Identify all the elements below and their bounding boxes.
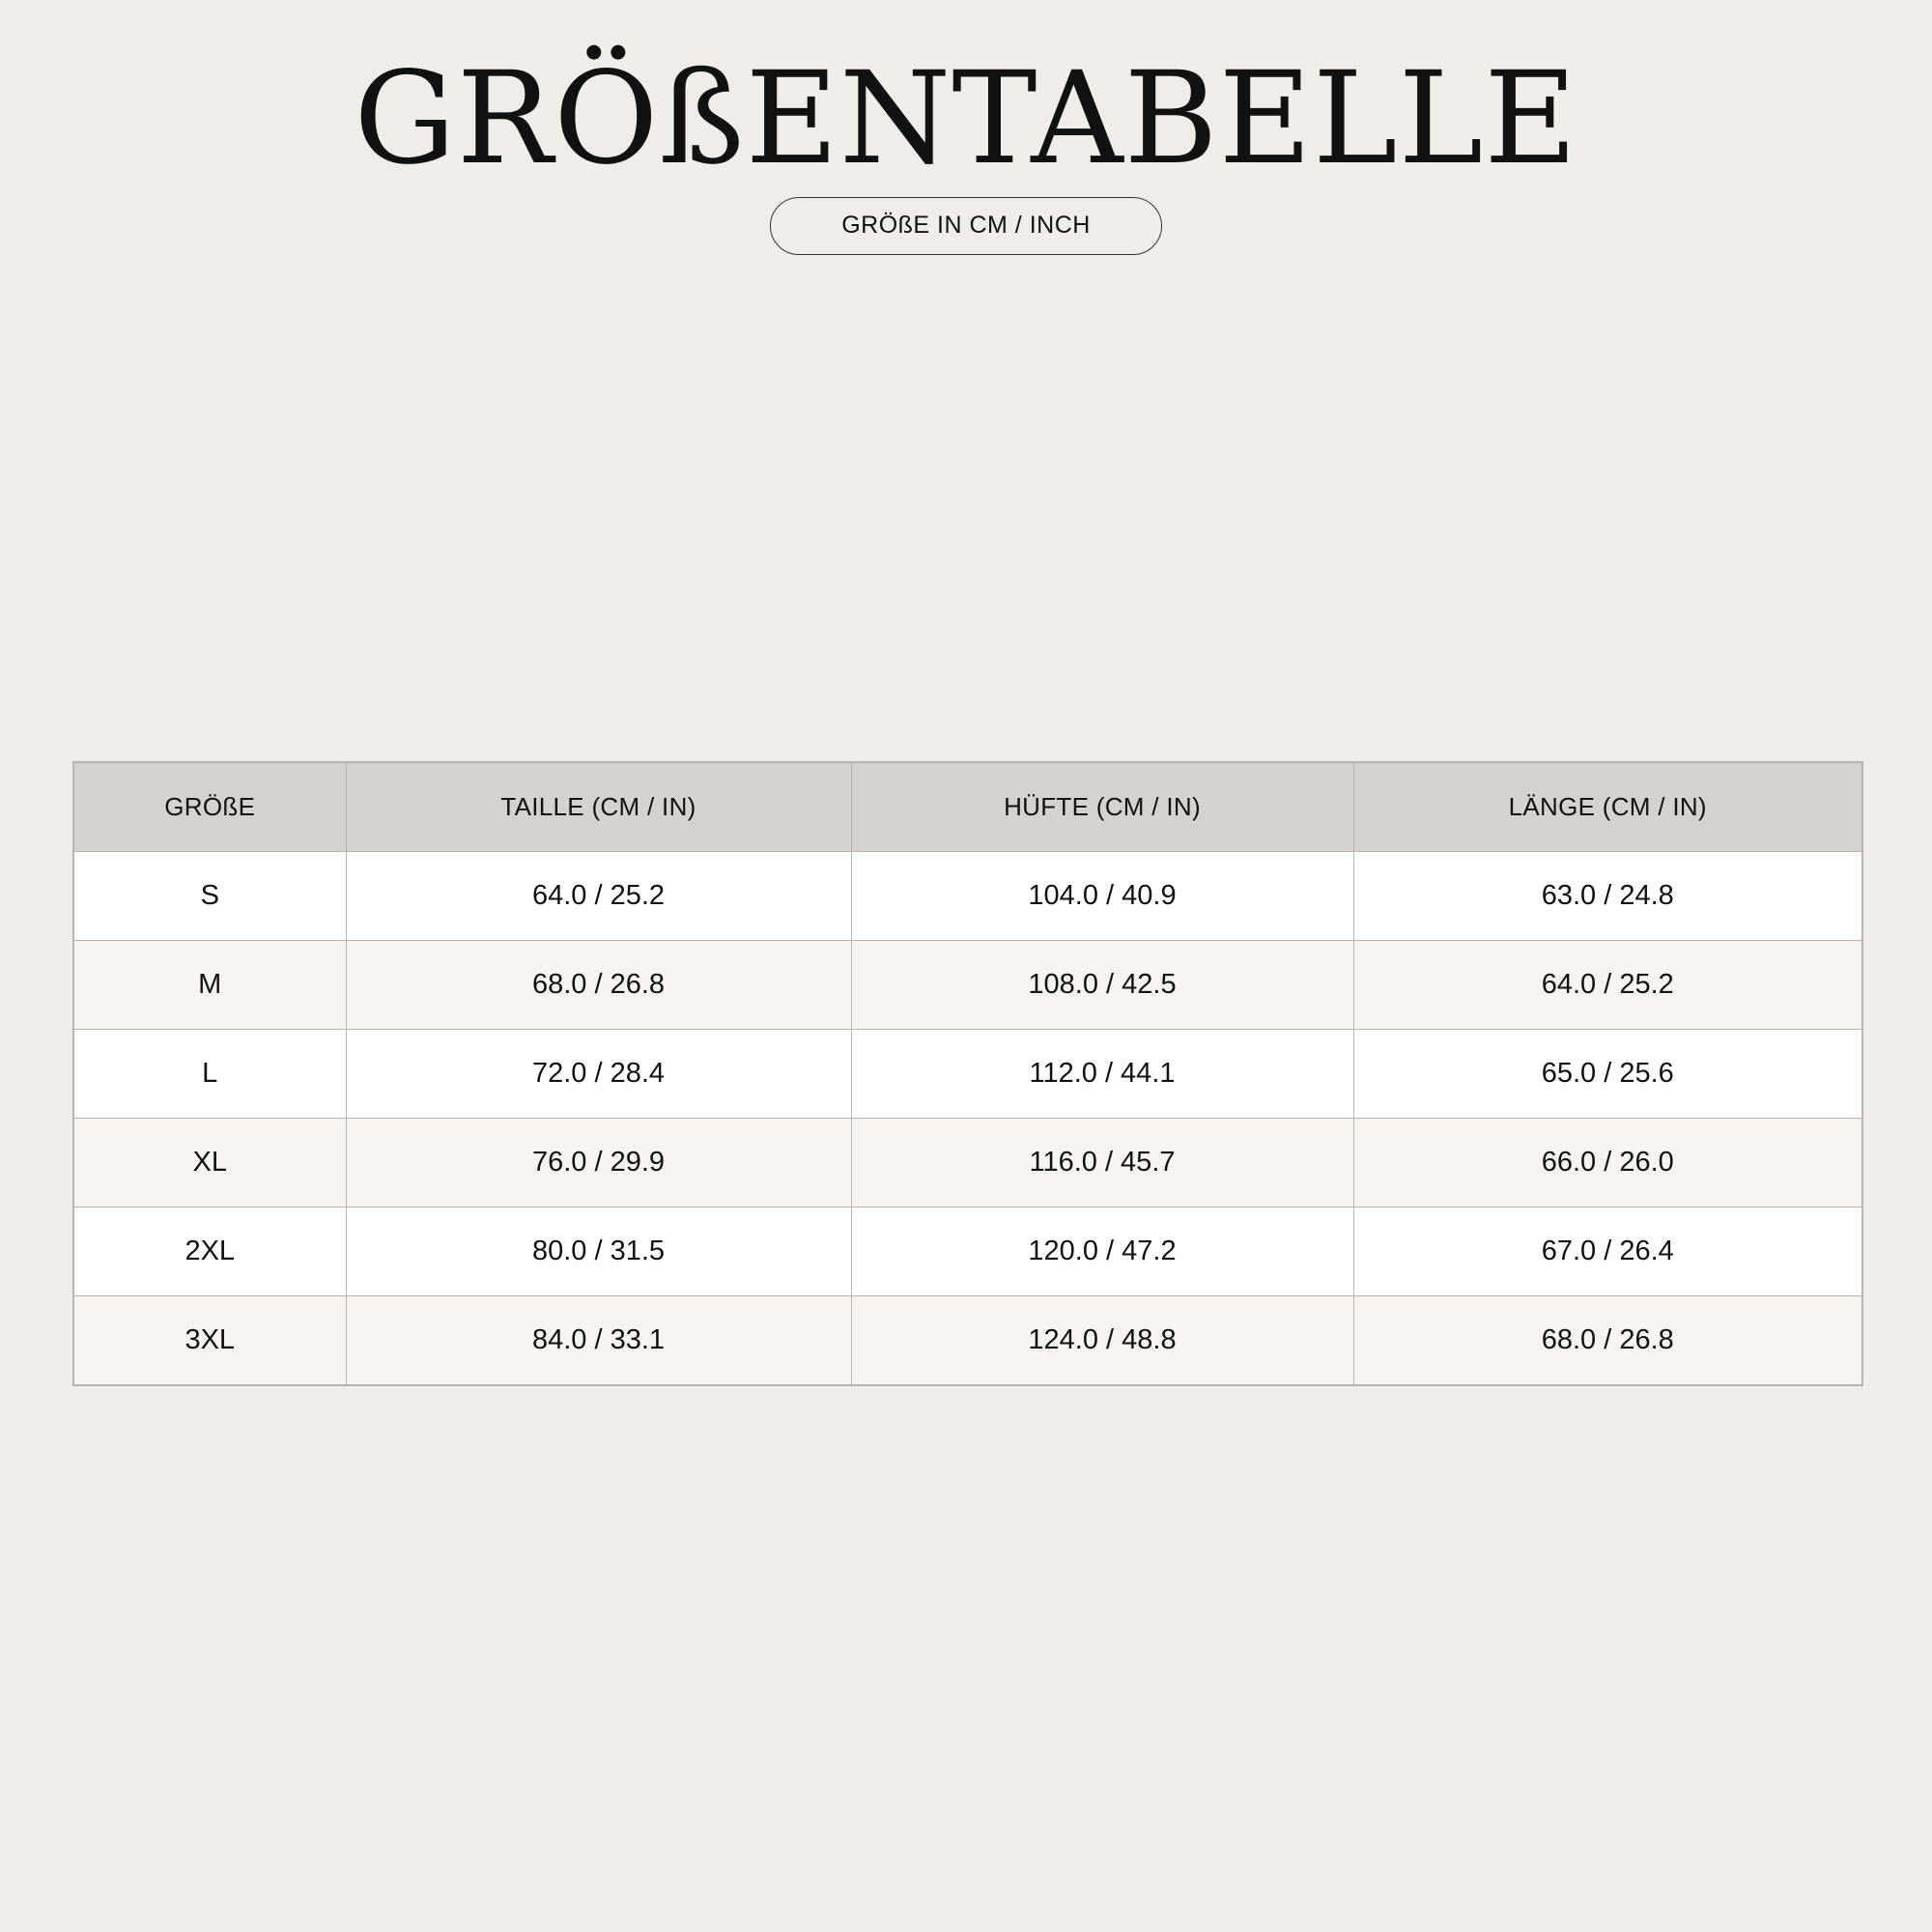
cell-size: XL [73,1119,346,1208]
header-length: LÄNGE (CM / IN) [1353,762,1862,852]
header-waist: TAILLE (CM / IN) [346,762,851,852]
cell-hip: 108.0 / 42.5 [851,941,1353,1030]
table-row [73,1296,1862,1386]
cell-hip: 120.0 / 47.2 [851,1208,1353,1296]
header-hip: HÜFTE (CM / IN) [851,762,1353,852]
table-row [73,852,1862,941]
cell-waist: 84.0 / 33.1 [346,1296,851,1386]
table-row [73,941,1862,1030]
cell-waist: 68.0 / 26.8 [346,941,851,1030]
cell-size: 3XL [73,1296,346,1386]
cell-hip: 116.0 / 45.7 [851,1119,1353,1208]
cell-waist: 76.0 / 29.9 [346,1119,851,1208]
page-title: GRÖßENTABELLE [354,44,1578,193]
cell-length: 65.0 / 25.6 [1353,1030,1862,1119]
cell-size: L [73,1030,346,1119]
cell-waist: 64.0 / 25.2 [346,852,851,941]
cell-hip: 112.0 / 44.1 [851,1030,1353,1119]
table-row [73,1030,1862,1119]
table-header-row [73,762,1862,852]
cell-hip: 124.0 / 48.8 [851,1296,1353,1386]
cell-length: 64.0 / 25.2 [1353,941,1862,1030]
cell-waist: 80.0 / 31.5 [346,1208,851,1296]
size-table [72,761,1863,1386]
cell-size: M [73,941,346,1030]
unit-badge: GRÖßE IN CM / INCH [770,197,1162,255]
cell-length: 63.0 / 24.8 [1353,852,1862,941]
table-row [73,1119,1862,1208]
cell-size: S [73,852,346,941]
cell-hip: 104.0 / 40.9 [851,852,1353,941]
cell-size: 2XL [73,1208,346,1296]
cell-length: 66.0 / 26.0 [1353,1119,1862,1208]
cell-length: 67.0 / 26.4 [1353,1208,1862,1296]
cell-length: 68.0 / 26.8 [1353,1296,1862,1386]
header-size: GRÖßE [73,762,346,852]
table-row [73,1208,1862,1296]
cell-waist: 72.0 / 28.4 [346,1030,851,1119]
